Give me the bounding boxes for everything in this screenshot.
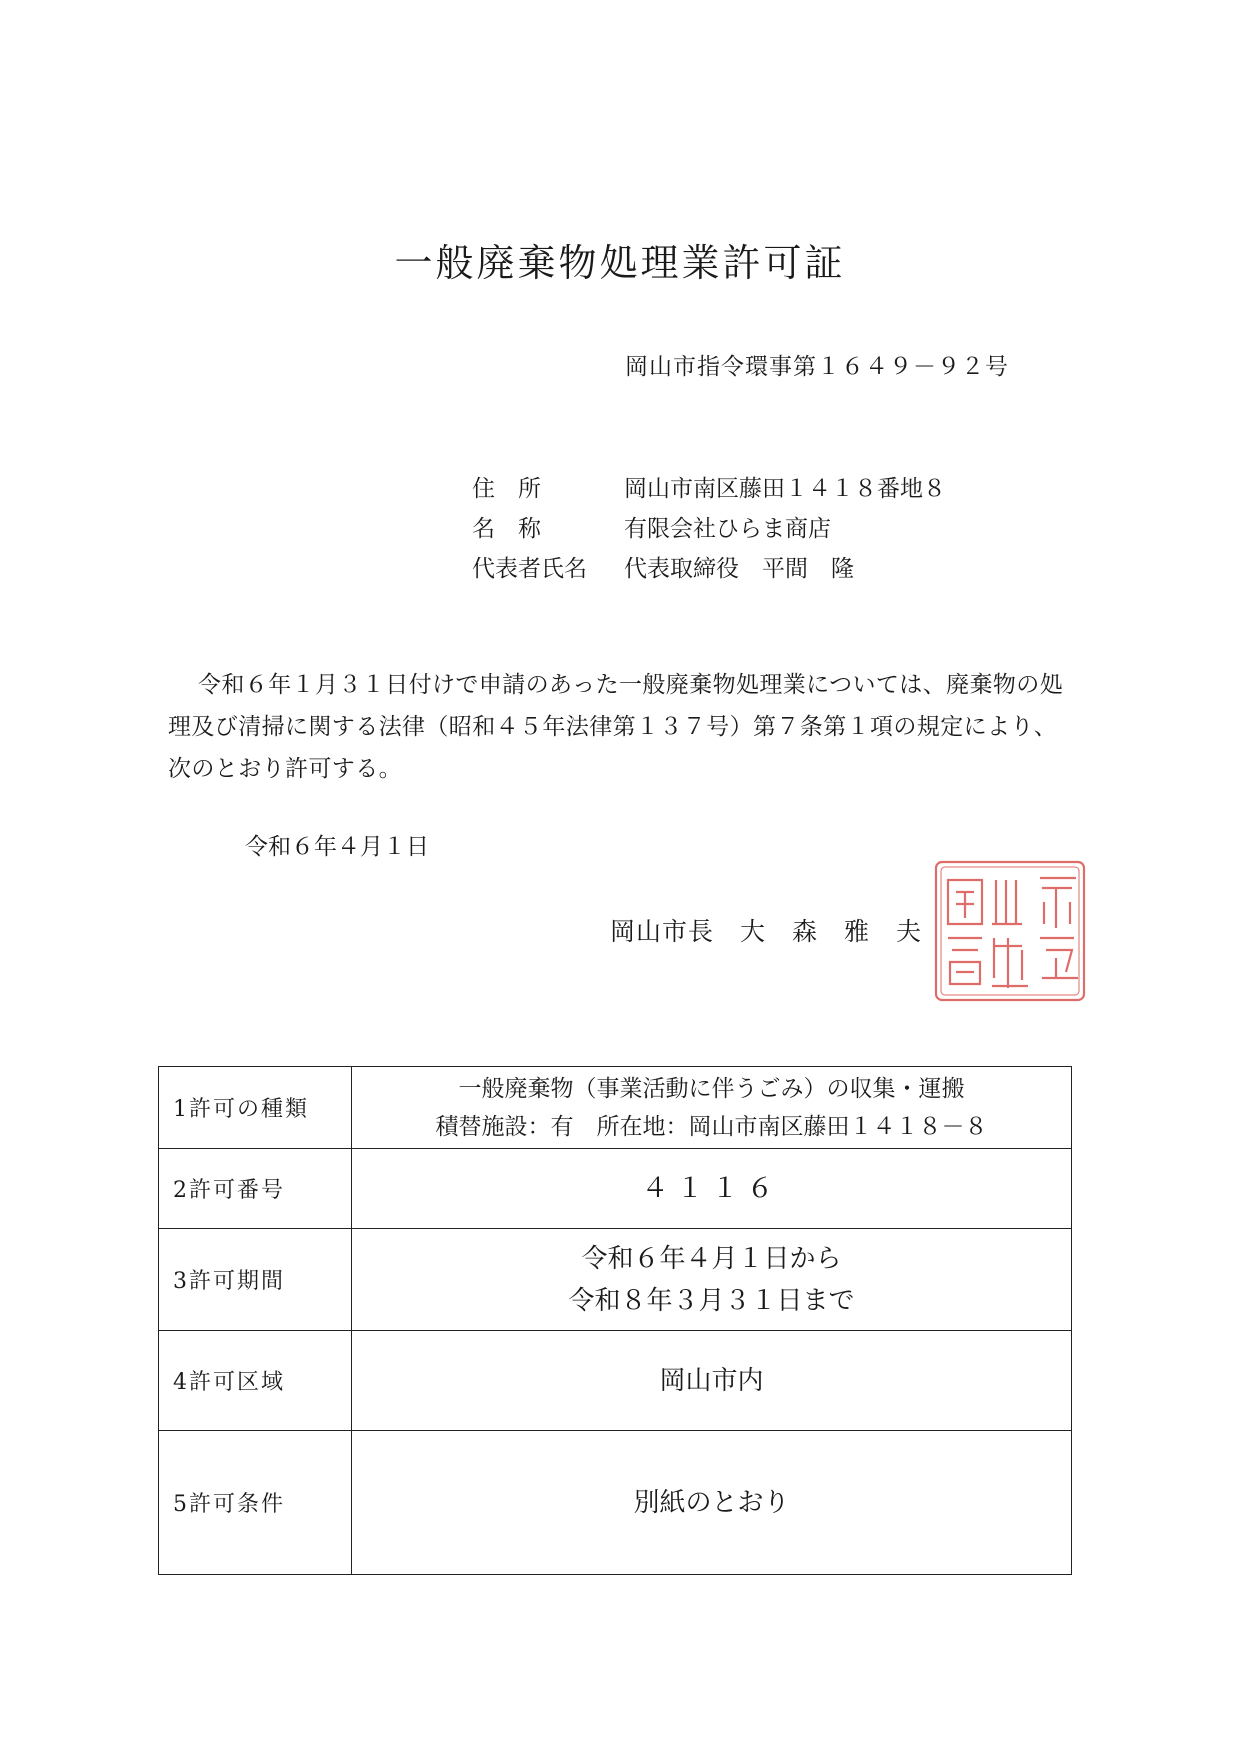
permit-area-label: 4許可区域 (159, 1331, 352, 1431)
permit-number-label: 2許可番号 (159, 1149, 352, 1229)
permit-period-label: 3許可期間 (159, 1229, 352, 1331)
mayor-signature: 岡山市長 大 森 雅 夫 (610, 917, 923, 946)
permit-area-value (352, 1331, 1072, 1431)
table-row (159, 1229, 1072, 1331)
permit-number-line: ４１１６ (641, 1172, 782, 1204)
official-seal-icon (932, 858, 1088, 1004)
permit-number-value (352, 1149, 1072, 1229)
permit-details-table (158, 1066, 1072, 1575)
name-value: 有限会社ひらま商店 (624, 516, 831, 542)
permit-period-value (352, 1229, 1072, 1331)
table-row (159, 1331, 1072, 1431)
permit-type-value (352, 1067, 1072, 1149)
representative-label: 代表者氏名 (472, 556, 587, 582)
name-label: 名 称 (472, 516, 541, 542)
table-row (159, 1431, 1072, 1575)
permit-statement: 令和６年１月３１日付けで申請のあった一般廃棄物処理業については、廃棄物の処理及び清掃に関する法律（昭和４５年法律第１３７号）第７条第１項の規定により、次のとおり許可する。 (168, 672, 1064, 782)
table-row (159, 1149, 1072, 1229)
permit-area-line: 岡山市内 (659, 1365, 764, 1396)
address-value: 岡山市南区藤田１４１８番地８ (624, 476, 946, 502)
document-number: 岡山市指令環事第１６４９－９２号 (625, 354, 1009, 380)
period-start-line: 令和６年４月１日から (581, 1243, 842, 1274)
permit-conditions-value (352, 1431, 1072, 1575)
permit-conditions-label: 5許可条件 (159, 1431, 352, 1575)
representative-value: 代表取締役 平間 隆 (624, 556, 854, 582)
transfer-facility-line: 積替施設：有 所在地：岡山市南区藤田１４１８－８ (435, 1113, 988, 1140)
permit-type-label: 1許可の種類 (159, 1067, 352, 1149)
period-end-line: 令和８年３月３１日まで (568, 1285, 855, 1316)
permit-type-line: 一般廃棄物（事業活動に伴うごみ）の収集・運搬 (458, 1075, 965, 1102)
issue-date: 令和６年４月１日 (245, 834, 429, 860)
permit-conditions-line: 別紙のとおり (633, 1487, 790, 1518)
address-label: 住 所 (472, 476, 541, 502)
table-row (159, 1067, 1072, 1149)
document-title: 一般廃棄物処理業許可証 (394, 241, 846, 285)
